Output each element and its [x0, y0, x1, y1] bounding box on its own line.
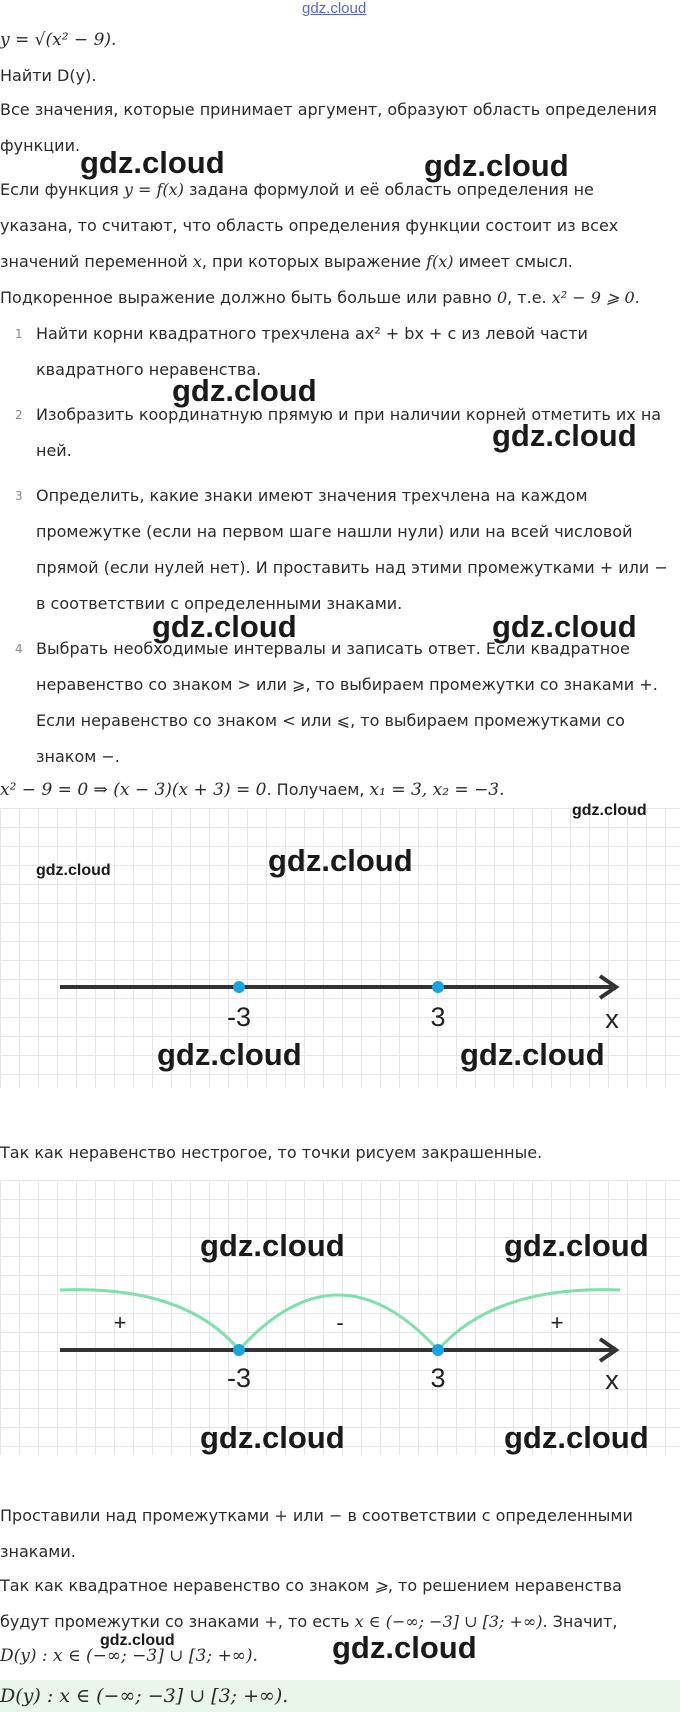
watermark: gdz.cloud — [332, 1630, 477, 1665]
watermark: gdz.cloud — [172, 373, 317, 408]
point-minus-3 — [233, 1344, 245, 1356]
step-number: 1 — [15, 327, 23, 341]
point-minus-3 — [233, 981, 245, 993]
answer-text: D(y) : x ∈ (−∞; −3] ∪ [3; +∞). — [0, 1685, 289, 1707]
step-1-line-1: Найти корни квадратного трехчлена ax² + bx + c из левой части — [36, 324, 588, 343]
task-line: Найти D(y). — [0, 66, 97, 85]
step-number: 2 — [15, 408, 23, 422]
axis-label-x: x — [605, 1365, 619, 1395]
roots-line: x² − 9 = 0 ⇒ (x − 3)(x + 3) = 0. Получаем, x₁ = 3, x₂ = −3. — [0, 780, 505, 800]
paragraph-2-line-3: значений переменной x, при которых выражение f(x) имеет смысл. — [0, 252, 573, 271]
step-number: 4 — [15, 642, 23, 656]
watermark: gdz.cloud — [268, 843, 413, 878]
step-number: 3 — [15, 489, 23, 503]
watermark: gdz.cloud — [157, 1037, 302, 1072]
watermark: gdz.cloud — [572, 802, 647, 819]
watermark: gdz.cloud — [492, 418, 637, 453]
number-line-2-svg — [0, 1180, 680, 1455]
step-4-line-1: Выбрать необходимые интервалы и записать ответ. Если квадратное — [36, 639, 630, 658]
step-1-line-2: квадратного неравенства. — [36, 360, 262, 379]
step-2-line-1: Изобразить координатную прямую и при наличии корней отметить их на — [36, 405, 662, 424]
answer-box — [0, 1680, 680, 1712]
watermark: gdz.cloud — [200, 1420, 345, 1455]
definition-line-2: функции. — [0, 136, 81, 155]
definition-line-1: Все значения, которые принимает аргумент, образуют область определения — [0, 100, 657, 119]
nonstrict-note: Так как неравенство нестрогое, то точки рисуем закрашенные. — [0, 1143, 543, 1162]
step-4-line-3: Если неравенство со знаком < или ⩽, то выбираем промежутками со — [36, 711, 625, 730]
watermark: gdz.cloud — [504, 1420, 649, 1455]
point-3 — [432, 1344, 444, 1356]
watermark: gdz.cloud — [200, 1228, 345, 1263]
axis-label-x: x — [605, 1004, 619, 1034]
watermark: gdz.cloud — [424, 148, 569, 183]
sign-right: + — [550, 1310, 564, 1335]
sign-middle: - — [336, 1310, 344, 1335]
label-minus-3: -3 — [226, 1002, 252, 1032]
watermark: gdz.cloud — [80, 145, 225, 180]
step-3-line-1: Определить, какие знаки имеют значения трехчлена на каждом — [36, 486, 588, 505]
step-3-line-2: промежутке (если на первом шаге нашли нули) или на всей числовой — [36, 522, 633, 541]
paragraph-2-line-1: Если функция y = f(x) задана формулой и её область определения не — [0, 180, 594, 199]
step-3-line-4: в соответствии с определенными знаками. — [36, 594, 403, 613]
conclusion-line-2: будут промежутки со знаками +, то есть x ∈ (−∞; −3] ∪ [3; +∞). Значит, — [0, 1612, 618, 1631]
sign-left: + — [113, 1310, 127, 1335]
watermark: gdz.cloud — [460, 1037, 605, 1072]
watermark: gdz.cloud — [152, 609, 297, 644]
step-2-line-2: ней. — [36, 441, 72, 460]
number-line-figure-2 — [0, 1180, 680, 1455]
watermark: gdz.cloud — [504, 1228, 649, 1263]
step-4-line-2: неравенство со знаком > или ⩾, то выбираем промежутки со знаками +. — [36, 675, 658, 694]
step-3-line-3: прямой (если нулей нет). И проставить над этими промежутками + или − — [36, 558, 668, 577]
step-4-line-4: знаком −. — [36, 747, 120, 766]
signs-line-1: Проставили над промежутками + или − в соответствии с определенными — [0, 1506, 633, 1525]
arc-left — [60, 1290, 239, 1350]
signs-line-2: знаками. — [0, 1542, 76, 1561]
paragraph-2-line-2: указана, то считают, что область определения функции состоит из всех — [0, 216, 619, 235]
site-link[interactable]: gdz.cloud — [302, 0, 367, 17]
radicand-condition: Подкоренное выражение должно быть больше или равно 0, т.е. x² − 9 ⩾ 0. — [0, 288, 640, 307]
function-formula: y = √(x² − 9). — [0, 30, 117, 50]
arc-right — [438, 1290, 620, 1350]
conclusion-line-1: Так как квадратное неравенство со знаком ⩾, то решением неравенства — [0, 1576, 622, 1595]
watermark: gdz.cloud — [100, 1632, 175, 1649]
label-3: 3 — [430, 1363, 446, 1393]
watermark: gdz.cloud — [492, 609, 637, 644]
label-minus-3: -3 — [226, 1363, 252, 1393]
watermark: gdz.cloud — [36, 862, 111, 879]
label-3: 3 — [430, 1002, 446, 1032]
point-3 — [432, 981, 444, 993]
conclusion-line-3: D(y) : x ∈ (−∞; −3] ∪ [3; +∞). — [0, 1646, 258, 1666]
